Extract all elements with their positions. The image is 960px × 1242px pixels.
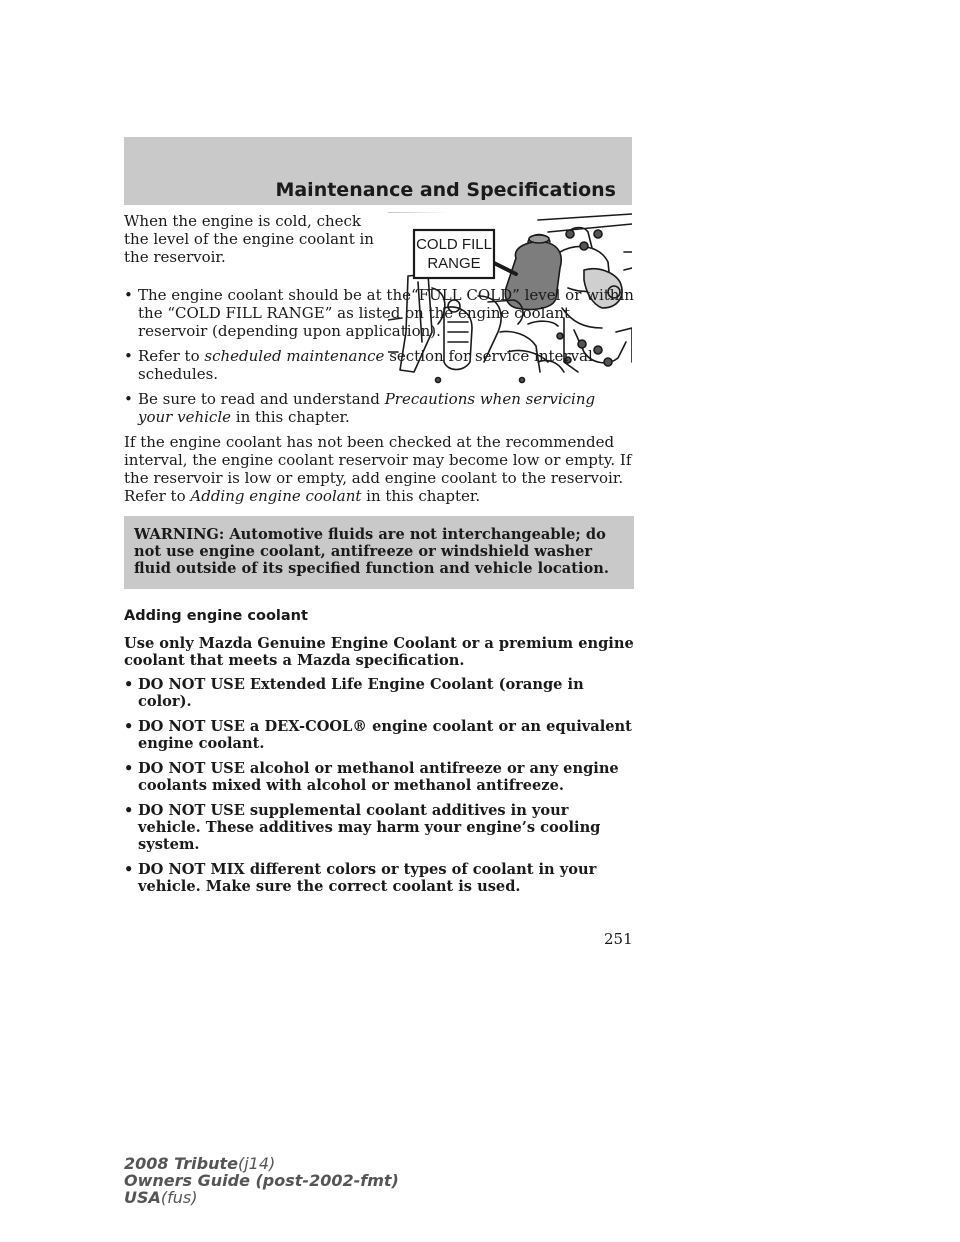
bullet-dot: • (124, 861, 134, 878)
intro-text: When the engine is cold, check the level of the engine coolant in the reservoir. (124, 212, 374, 266)
footer-line-2: Owners Guide (post-2002-fmt) (124, 1171, 399, 1190)
section-heading: Adding engine coolant (124, 608, 308, 624)
warning-list-item (124, 676, 634, 710)
header-band (124, 137, 632, 205)
paragraph-text-2: in this chapter. (366, 487, 481, 505)
bullet-text: The engine coolant should be at the“FULL COLD” level or within the “COLD FILL RANGE” as listed on the engine coolant reservoir (depending upon application). (138, 286, 634, 340)
bullet-text: in this chapter. (235, 408, 350, 426)
main-content (124, 212, 634, 903)
adding-engine-coolant-reference: Adding engine coolant (190, 487, 362, 505)
section-intro: Use only Mazda Genuine Engine Coolant or a premium engine coolant that meets a Mazda specification. (124, 635, 634, 669)
document-footer (124, 1155, 399, 1206)
warning-list-item (124, 718, 634, 752)
bullet-dot: • (124, 718, 134, 735)
callout-label-line1: COLD FILL (416, 236, 492, 253)
bullet-item (124, 390, 634, 426)
do-not-use-list (124, 676, 634, 895)
warning-list-text: DO NOT USE Extended Life Engine Coolant (orange in color). (138, 676, 584, 710)
bullet-dot: • (124, 676, 134, 693)
warning-list-text: DO NOT USE a DEX-COOL® engine coolant or an equivalent engine coolant. (138, 718, 632, 752)
bullet-text: Be sure to read and understand (138, 390, 380, 408)
footer-line-3: USA(fus) (124, 1188, 198, 1207)
bullet-item (124, 286, 634, 340)
italic-reference: Precautions when servicing your vehicle (138, 390, 596, 426)
bullet-dot: • (124, 802, 134, 819)
warning-list-item (124, 861, 634, 895)
coolant-check-bullet-list (124, 286, 634, 426)
callout-label-line2: RANGE (427, 255, 481, 272)
bullet-text: Refer to (138, 347, 200, 365)
italic-reference: scheduled maintenance (204, 347, 385, 365)
bullet-dot: • (124, 347, 133, 365)
warning-box: WARNING: Automotive fluids are not interchangeable; do not use engine coolant, antifreeze or windshield washer fluid outside of its specified function and vehicle location. (124, 516, 634, 589)
warning-list-text: DO NOT USE alcohol or methanol antifreeze or any engine coolants mixed with alcohol or methanol antifreeze. (138, 760, 619, 794)
page-number: 251 (604, 930, 633, 948)
bullet-text: section for service interval schedules. (138, 347, 593, 383)
bullet-dot: • (124, 390, 133, 408)
warning-list-item (124, 802, 634, 853)
bullet-item (124, 347, 634, 383)
bullet-dot: • (124, 760, 134, 777)
warning-list-text: DO NOT USE supplemental coolant additives in your vehicle. These additives may harm your engine’s cooling system. (138, 802, 601, 853)
warning-list-text: DO NOT MIX different colors or types of coolant in your vehicle. Make sure the correct coolant is used. (138, 861, 597, 895)
coolant-paragraph (124, 433, 634, 505)
paragraph-text-1: If the engine coolant has not been checked at the recommended interval, the engine coolant reservoir may become low or empty. If the reservoir is low or empty, add engine coolant to the reservoir. Refer to (124, 433, 632, 505)
footer-line-1: 2008 Tribute(j14) (124, 1154, 276, 1173)
page-title: Maintenance and Specifications (275, 179, 616, 201)
bullet-dot: • (124, 286, 133, 304)
warning-list-item (124, 760, 634, 794)
